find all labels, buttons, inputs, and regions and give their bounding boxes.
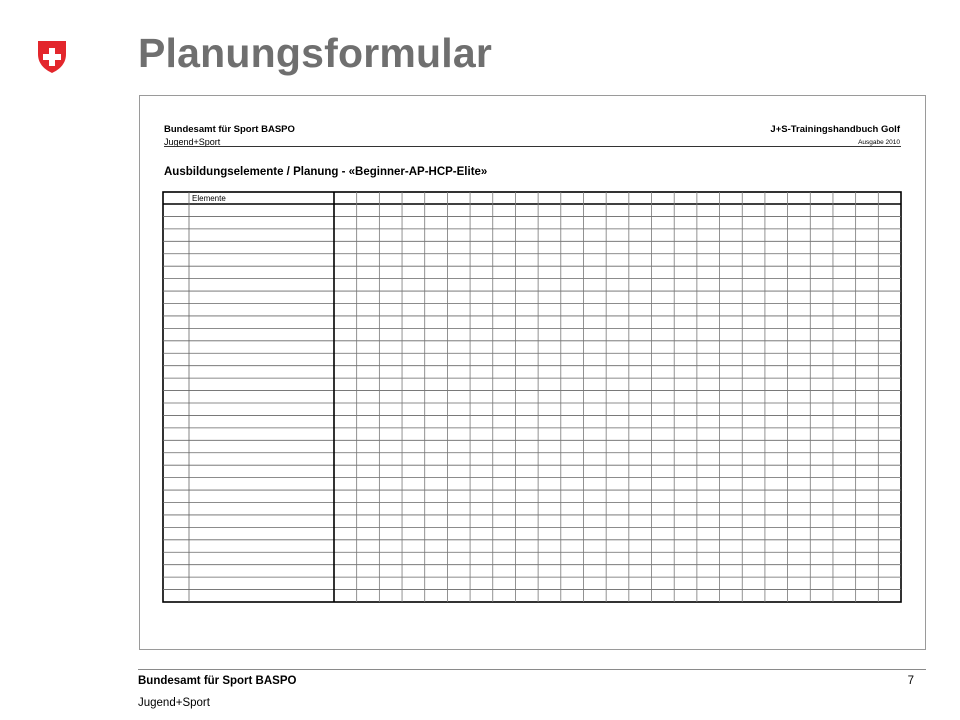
table-header-elemente: Elemente — [192, 194, 226, 203]
document-org: Bundesamt für Sport BASPO — [164, 124, 295, 135]
footer-org-sub: Jugend+Sport — [138, 697, 210, 709]
page-number: 7 — [907, 675, 914, 687]
footer-divider — [138, 669, 926, 670]
document-org-sub: Jugend+Sport — [164, 137, 221, 147]
page-title: Planungsformular — [138, 30, 493, 76]
document-edition: Ausgabe 2010 — [858, 139, 900, 146]
form-title: Ausbildungselemente / Planung - «Beginner-AP-HCP-Elite» — [164, 166, 488, 178]
document-book-title: J+S-Trainingshandbuch Golf — [770, 124, 900, 135]
footer-org: Bundesamt für Sport BASPO — [138, 675, 297, 687]
planning-table-lines — [163, 192, 901, 602]
